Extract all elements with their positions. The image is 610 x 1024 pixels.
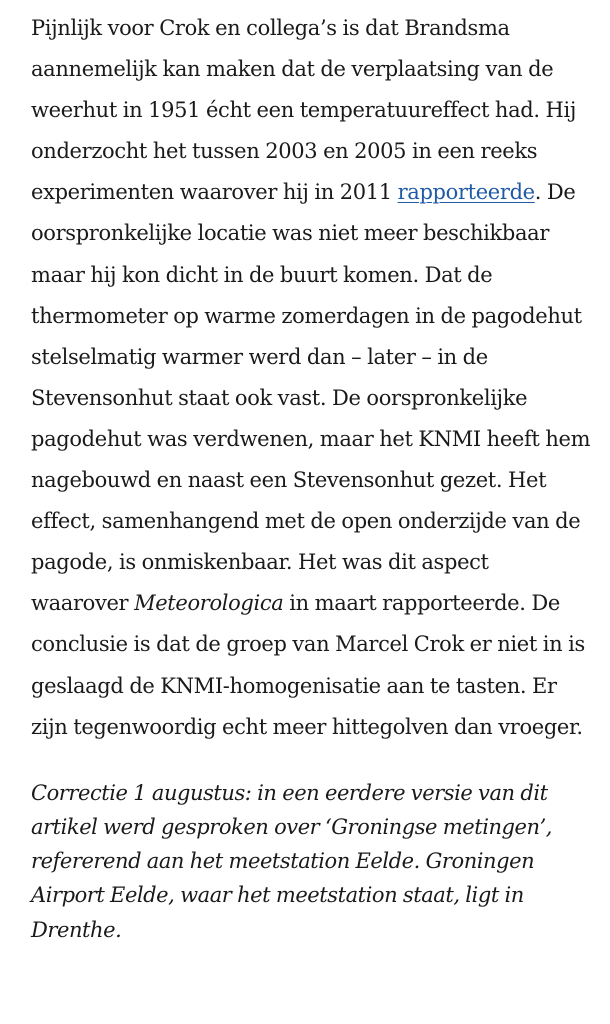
paragraph-text-part2: . De oorspronkelijke locatie was niet meer beschikbaar maar hij kon dicht in de buurt komen. Dat de thermometer op warme zomerdagen in de pagodehut stelselmatig warmer werd dan – later – in de Stevensonhut staat ook vast. De oorspronkelijke pagodehut was verdwenen, maar het KNMI heeft hem nagebouwd en naast een Stevensonhut gezet. Het effect, samenhangend met de open onderzijde van de pagode, is onmiskenbaar. Het was dit aspect waarover xyxy=(31,180,591,616)
meteorologica-title: Meteorologica xyxy=(134,591,284,616)
body-paragraph xyxy=(31,8,591,748)
rapporteerde-link[interactable]: rapporteerde xyxy=(397,180,535,205)
correction-note: Correctie 1 augustus: in een eerdere versie van dit artikel werd gesproken over ‘Groningse metingen’, refererend aan het meetstation Eelde. Groningen Airport Eelde, waar het meetstation staat, ligt in Drenthe. xyxy=(31,780,553,942)
paragraph-text-part1: Pijnlijk voor Crok en collega’s is dat Brandsma aannemelijk kan maken dat de verplaatsing van de weerhut in 1951 écht een temperatuureffect had. Hij onderzocht het tussen 2003 en 2005 in een reeks experimenten waarover hij in 2011 xyxy=(31,16,576,205)
paragraph-text-part3: in maart rapporteerde. De conclusie is dat de groep van Marcel Crok er niet in is geslaagd de KNMI-homogenisatie aan te tasten. Er zijn tegenwoordig echt meer hittegolven dan vroeger. xyxy=(31,591,585,739)
article-body xyxy=(31,8,591,947)
